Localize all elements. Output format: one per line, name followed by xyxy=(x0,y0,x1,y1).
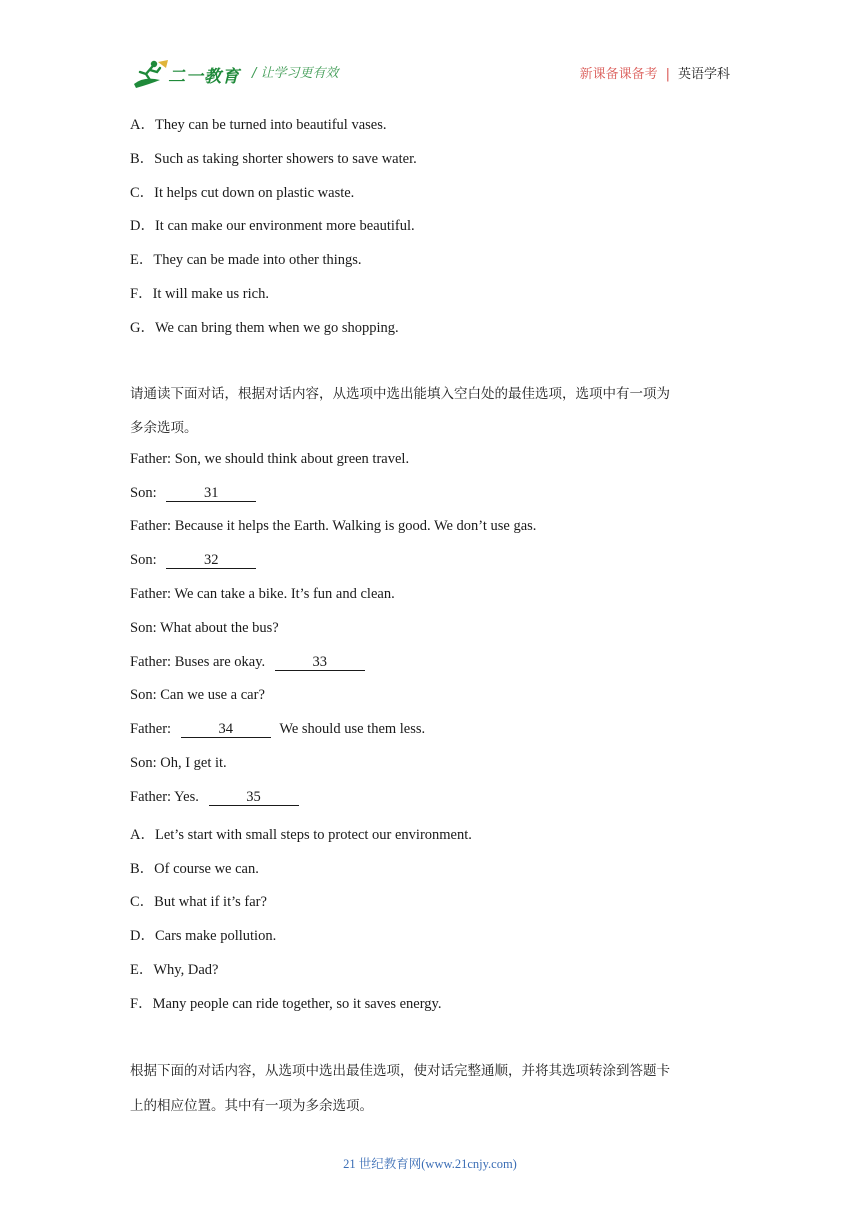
blank-31: 31 xyxy=(166,486,256,502)
dialogue-line-3: Father: Because it helps the Earth. Walking is good. We don’t use gas. xyxy=(130,518,537,534)
dialogue-line-7 xyxy=(130,654,365,671)
dialogue-line-1: Father: Son, we should think about green travel. xyxy=(130,451,410,467)
blank-32: 32 xyxy=(166,553,256,569)
instruction-1-line-1: 请通读下面对话，根据对话内容，从选项中选出能填入空白处的最佳选项，选项中有一项为 xyxy=(130,386,670,402)
slogan: / 让学习更有效 xyxy=(252,66,339,81)
header-subtitle-2: 英语学科 xyxy=(677,67,730,82)
logo-text: 二一教育 xyxy=(168,67,240,87)
dialogue-text: Father: Buses are okay. xyxy=(130,654,266,670)
blank-33: 33 xyxy=(275,655,365,671)
dialogue-text: Father: Yes. xyxy=(130,789,199,805)
option-2-a: A．Let’s start with small steps to protect our environment. xyxy=(130,827,472,843)
speaker-label: Son: xyxy=(130,552,157,568)
dialogue-line-8: Son: Can we use a car? xyxy=(130,687,265,703)
option-2-d: D．Cars make pollution. xyxy=(130,928,277,944)
runner-logo-icon xyxy=(130,58,170,90)
option-2-e: E．Why, Dad? xyxy=(130,962,219,978)
option-2-c: C．But what if it’s far? xyxy=(130,894,267,910)
instruction-2-line-1: 根据下面的对话内容，从选项中选出最佳选项，使对话完整通顺，并将其选项转涂到答题卡 xyxy=(130,1063,670,1079)
dialogue-text: We should use them less. xyxy=(279,721,426,737)
dialogue-line-6: Son: What about the bus? xyxy=(130,620,279,636)
option-d: D．It can make our environment more beautiful. xyxy=(130,218,415,234)
option-2-f: F．Many people can ride together, so it saves energy. xyxy=(130,996,442,1012)
option-2-b: B．Of course we can. xyxy=(130,861,259,877)
blank-34: 34 xyxy=(181,722,271,738)
option-a: A．They can be turned into beautiful vases. xyxy=(130,117,387,133)
header-subtitle-1: 新课备课备考 xyxy=(579,67,658,82)
speaker-label: Son: xyxy=(130,485,157,501)
page-header xyxy=(130,56,730,90)
dialogue-line-2 xyxy=(130,485,256,502)
dialogue-line-10: Son: Oh, I get it. xyxy=(130,755,227,771)
option-c: C．It helps cut down on plastic waste. xyxy=(130,185,355,201)
option-f: F．It will make us rich. xyxy=(130,286,269,302)
instruction-1-line-2: 多余选项。 xyxy=(130,420,198,436)
option-g: G．We can bring them when we go shopping. xyxy=(130,320,399,336)
dialogue-line-5: Father: We can take a bike. It’s fun and clean. xyxy=(130,586,395,602)
dialogue-line-4 xyxy=(130,552,256,569)
page-footer: 21 世纪教育网(www.21cnjy.com) xyxy=(343,1157,517,1171)
header-subtitle xyxy=(580,63,730,82)
instruction-2-line-2: 上的相应位置。其中有一项为多余选项。 xyxy=(130,1098,373,1114)
dialogue-line-11 xyxy=(130,789,299,806)
option-b: B．Such as taking shorter showers to save water. xyxy=(130,151,417,167)
dialogue-line-9 xyxy=(130,721,425,738)
header-separator: | xyxy=(665,67,670,82)
blank-35: 35 xyxy=(209,790,299,806)
logo xyxy=(130,58,260,90)
option-e: E．They can be made into other things. xyxy=(130,252,362,268)
speaker-label: Father: xyxy=(130,721,172,737)
